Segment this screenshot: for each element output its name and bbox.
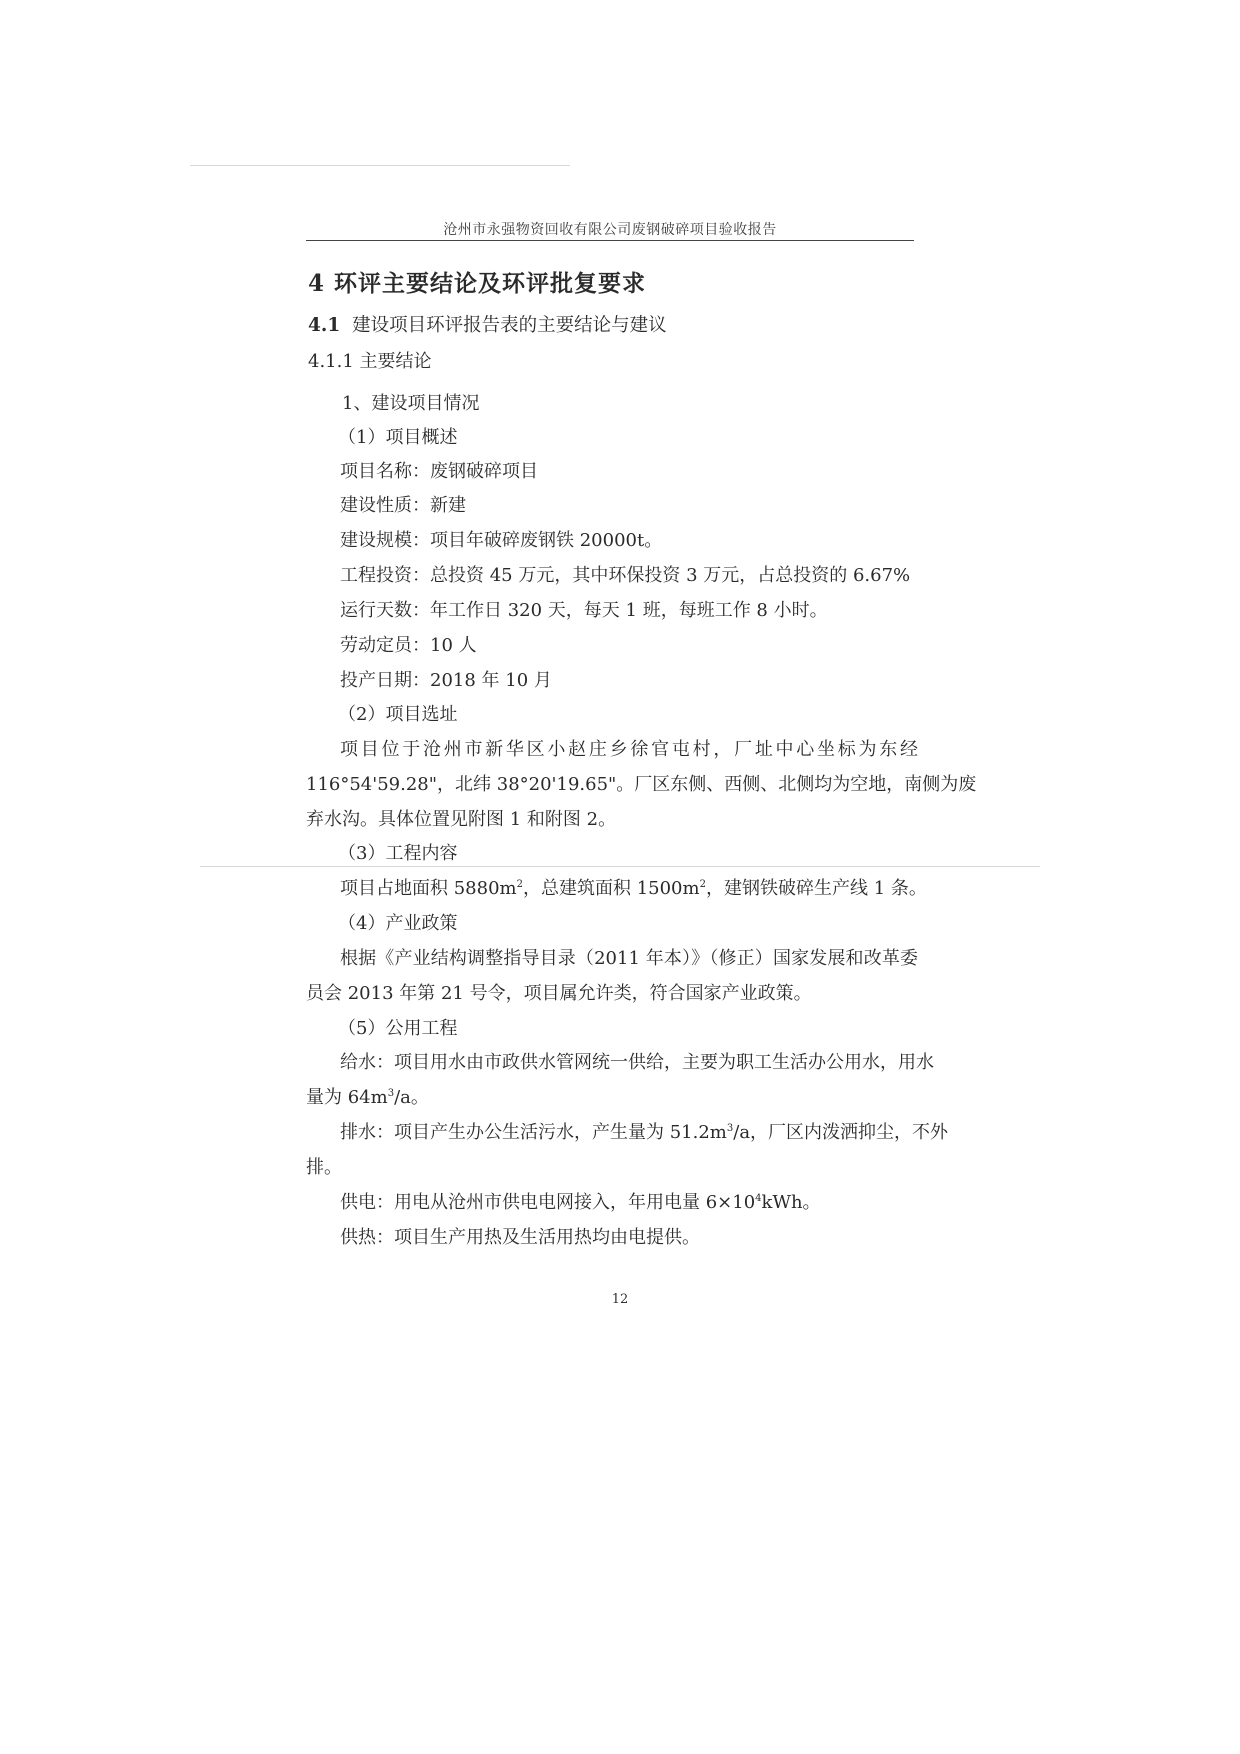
running-header: 沧州市永强物资回收有限公司废钢破碎项目验收报告 (443, 222, 777, 238)
utilities-heading: （5）公用工程 (338, 1018, 458, 1039)
scan-artifact-top (190, 165, 570, 166)
policy-paragraph-line-2: 员会 2013 年第 21 号令，项目属允许类，符合国家产业政策。 (306, 983, 812, 1004)
works-heading: （3）工程内容 (338, 843, 458, 864)
drain-sup: 3 (726, 1123, 734, 1134)
project-name: 项目名称：废钢破碎项目 (340, 461, 538, 482)
investment: 工程投资：总投资 45 万元，其中环保投资 3 万元，占总投资的 6.67% (340, 565, 911, 586)
operation-days: 运行天数：年工作日 320 天，每天 1 班，每班工作 8 小时。 (340, 600, 828, 621)
section-number: 4.1 (308, 315, 341, 336)
works-content (340, 877, 927, 901)
item-heading-1: 1、建设项目情况 (342, 393, 480, 414)
site-paragraph-line-2: 116°54'59.28"，北纬 38°20'19.65"。厂区东侧、西侧、北侧均为空地，南侧为废 (306, 774, 977, 795)
power-text-b: kWh。 (761, 1192, 821, 1213)
page-number: 12 (611, 1292, 629, 1307)
heat-supply: 供热：项目生产用热及生活用热均由电提供。 (340, 1227, 700, 1248)
power-text-a: 供电：用电从沧州市供电电网接入，年用电量 6×10 (340, 1192, 756, 1213)
site-paragraph-line-3: 弃水沟。具体位置见附图 1 和附图 2。 (306, 809, 617, 830)
drainage-line-1 (340, 1121, 948, 1145)
drain-text-b: /a，厂区内泼洒抑尘，不外 (733, 1122, 949, 1143)
section-heading (308, 314, 667, 338)
water-text-b: /a。 (394, 1087, 429, 1108)
works-text-a: 项目占地面积 5880m (340, 878, 517, 899)
policy-heading: （4）产业政策 (338, 913, 458, 934)
water-sup: 3 (387, 1088, 395, 1099)
policy-paragraph-line-1: 根据《产业结构调整指导目录（2011 年本）》（修正）国家发展和改革委 (340, 948, 918, 969)
water-text-a: 量为 64m (306, 1087, 388, 1108)
staffing: 劳动定员：10 人 (340, 635, 477, 656)
works-sup-2: 2 (699, 879, 706, 890)
drain-text-a: 排水：项目产生办公生活污水，产生量为 51.2m (340, 1122, 727, 1143)
drainage-line-2: 排。 (306, 1157, 342, 1178)
works-sup-1: 2 (516, 879, 523, 890)
construction-nature: 建设性质：新建 (340, 495, 466, 516)
section-title: 建设项目环评报告表的主要结论与建议 (352, 315, 667, 336)
construction-scale: 建设规模：项目年破碎废钢铁 20000t。 (340, 530, 663, 551)
scan-artifact-mid (200, 866, 1040, 867)
site-heading: （2）项目选址 (338, 704, 458, 725)
water-supply-line-2 (306, 1086, 429, 1110)
chapter-heading: 4 环评主要结论及环评批复要求 (308, 270, 647, 297)
works-text-b: ，总建筑面积 1500m (522, 878, 700, 899)
overview-heading: （1）项目概述 (338, 427, 458, 448)
site-paragraph-line-1: 项目位于沧州市新华区小赵庄乡徐官屯村，厂址中心坐标为东经 (340, 739, 918, 760)
header-rule (306, 240, 914, 241)
subsection-heading: 4.1.1 主要结论 (308, 351, 432, 372)
water-supply-line-1: 给水：项目用水由市政供水管网统一供给，主要为职工生活办公用水，用水 (340, 1052, 934, 1073)
power-supply (340, 1191, 821, 1215)
power-sup: 4 (755, 1193, 762, 1204)
works-text-c: ，建钢铁破碎生产线 1 条。 (705, 878, 927, 899)
start-date: 投产日期：2018 年 10 月 (340, 670, 552, 691)
